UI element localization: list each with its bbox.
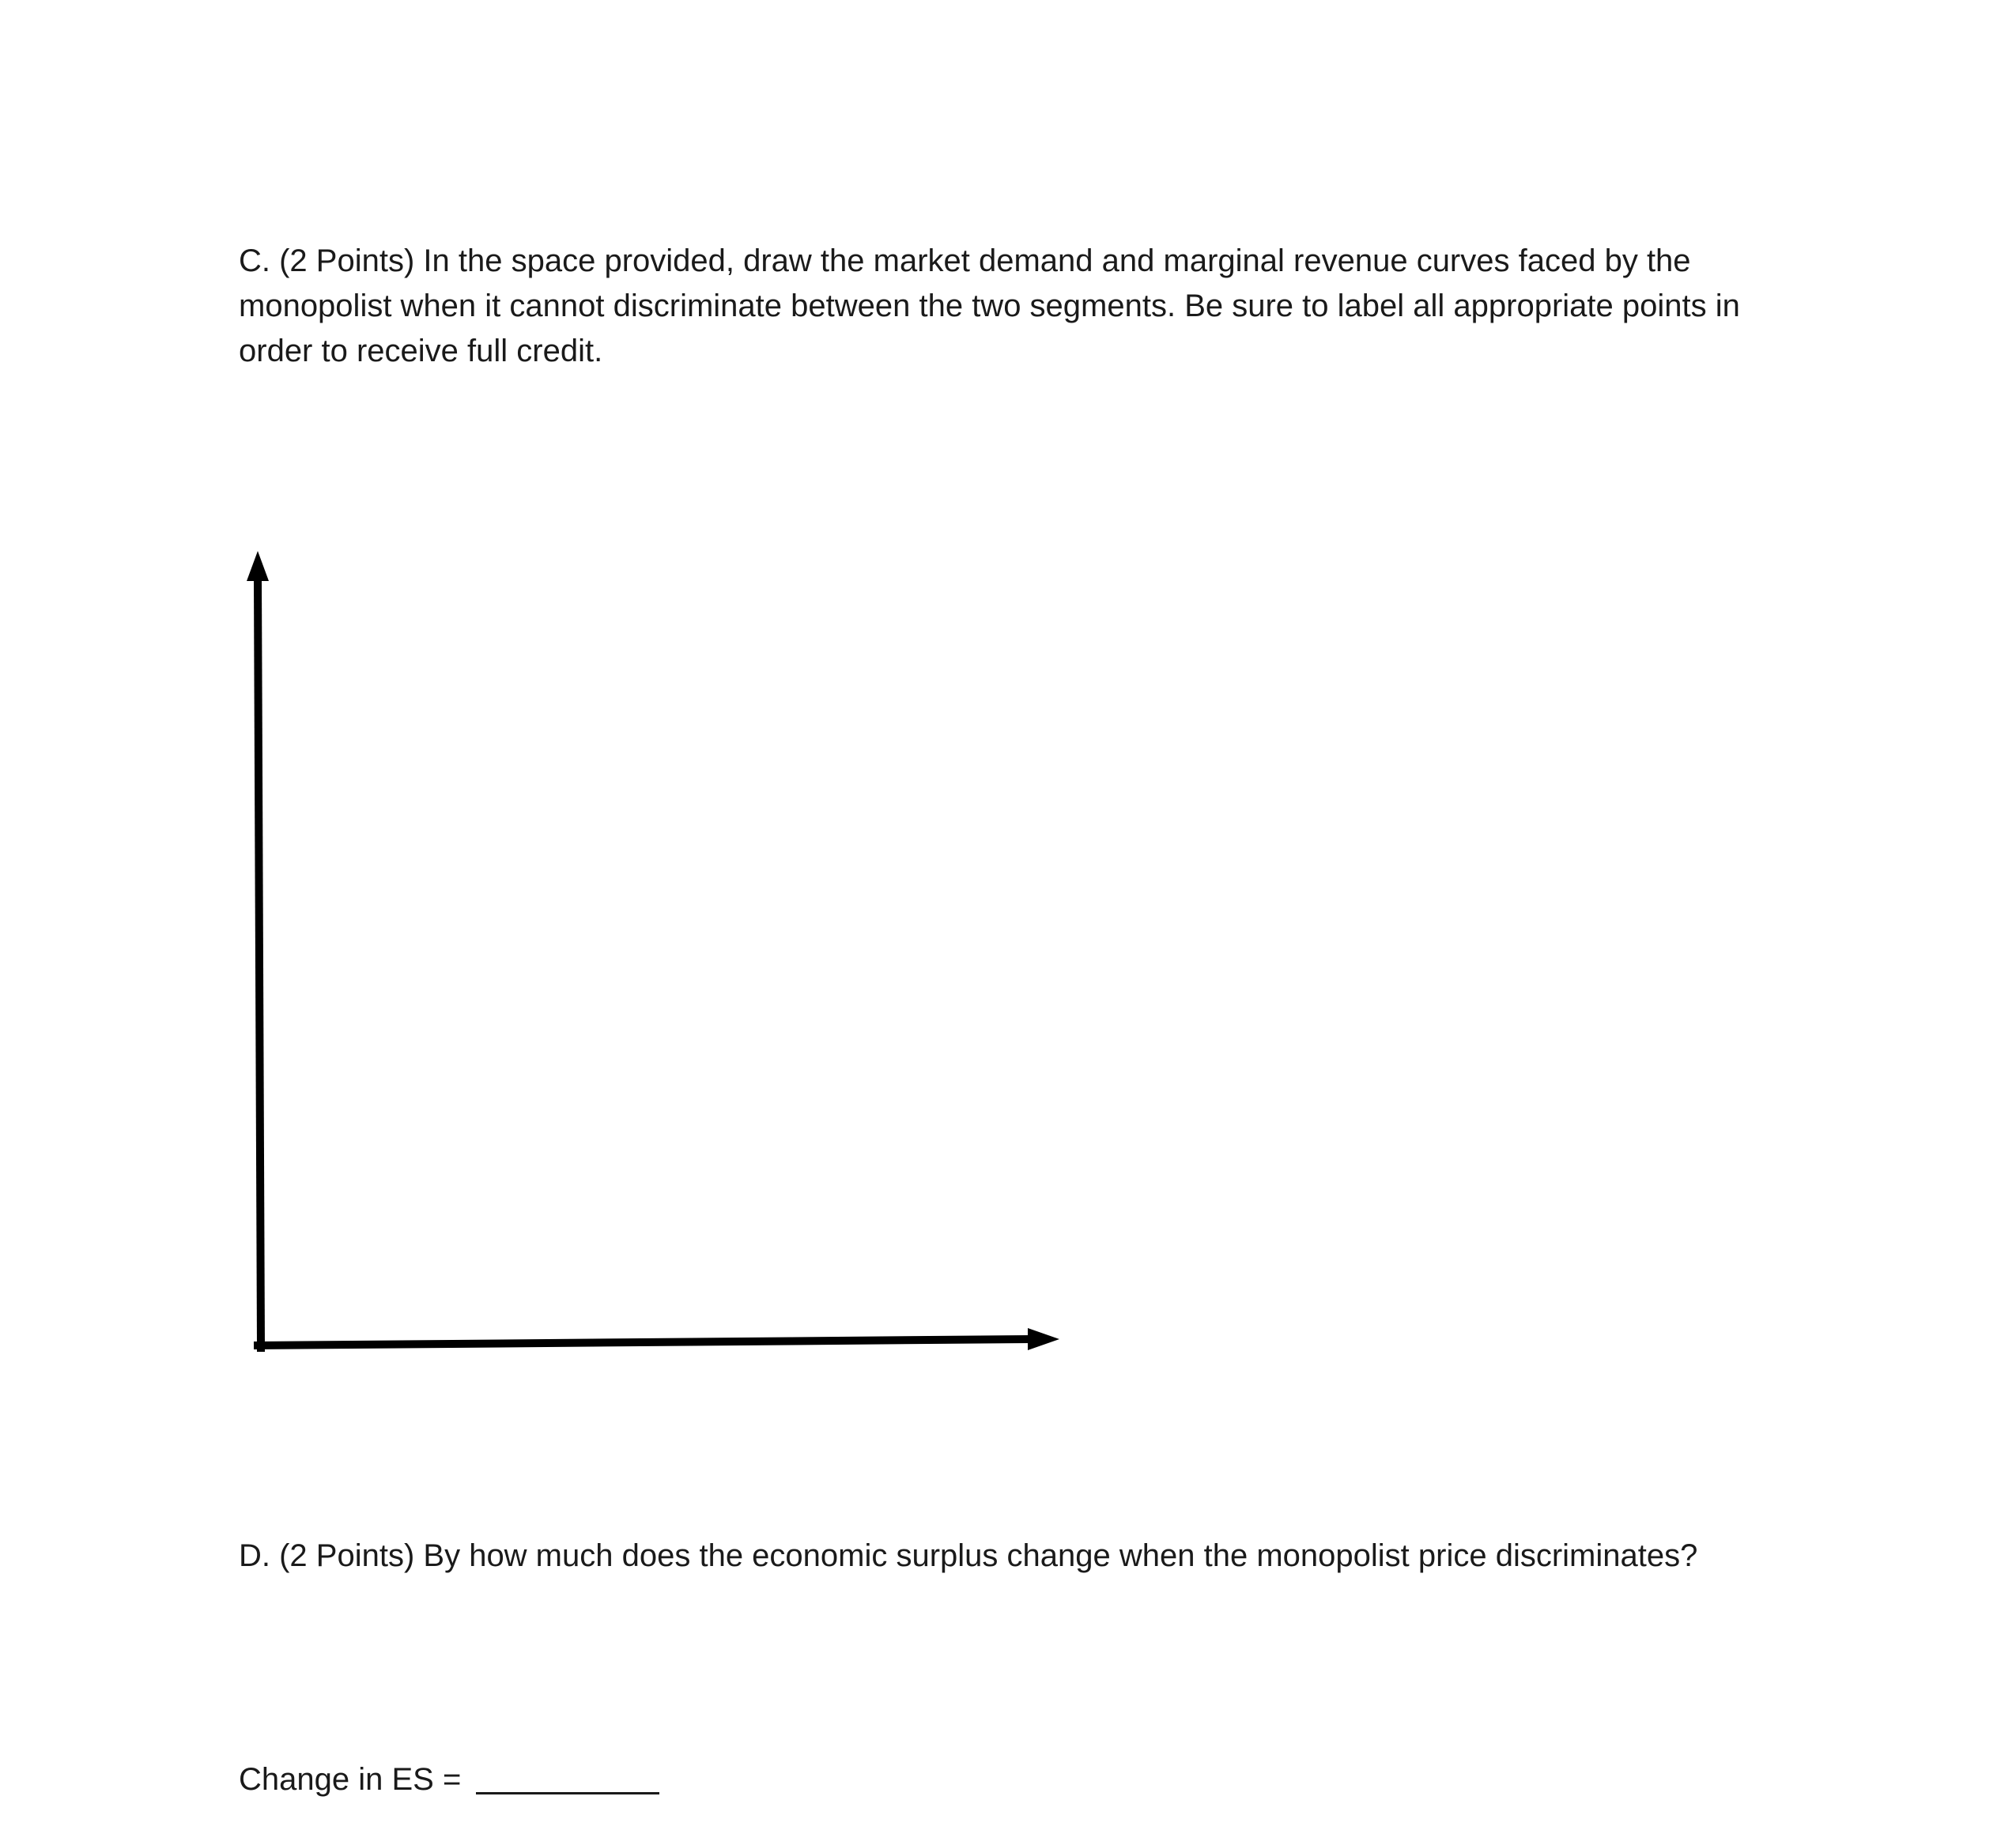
- answer-line: [239, 1757, 659, 1802]
- answer-blank[interactable]: [476, 1760, 659, 1794]
- x-axis: [258, 1339, 1028, 1345]
- answer-label: Change in ES =: [239, 1762, 470, 1797]
- question-c-text: C. (2 Points) In the space provided, draw the market demand and marginal revenue curves faced by the monopolist when it cannot discriminate between the two segments. Be sure to label all appropriate points in order to receive full credit.: [239, 243, 1740, 368]
- question-d-text: D. (2 Points) By how much does the economic surplus change when the monopolist price discriminates?: [239, 1538, 1698, 1573]
- x-axis-arrowhead: [1028, 1328, 1059, 1350]
- y-axis: [258, 581, 261, 1348]
- y-axis-arrowhead: [247, 551, 269, 581]
